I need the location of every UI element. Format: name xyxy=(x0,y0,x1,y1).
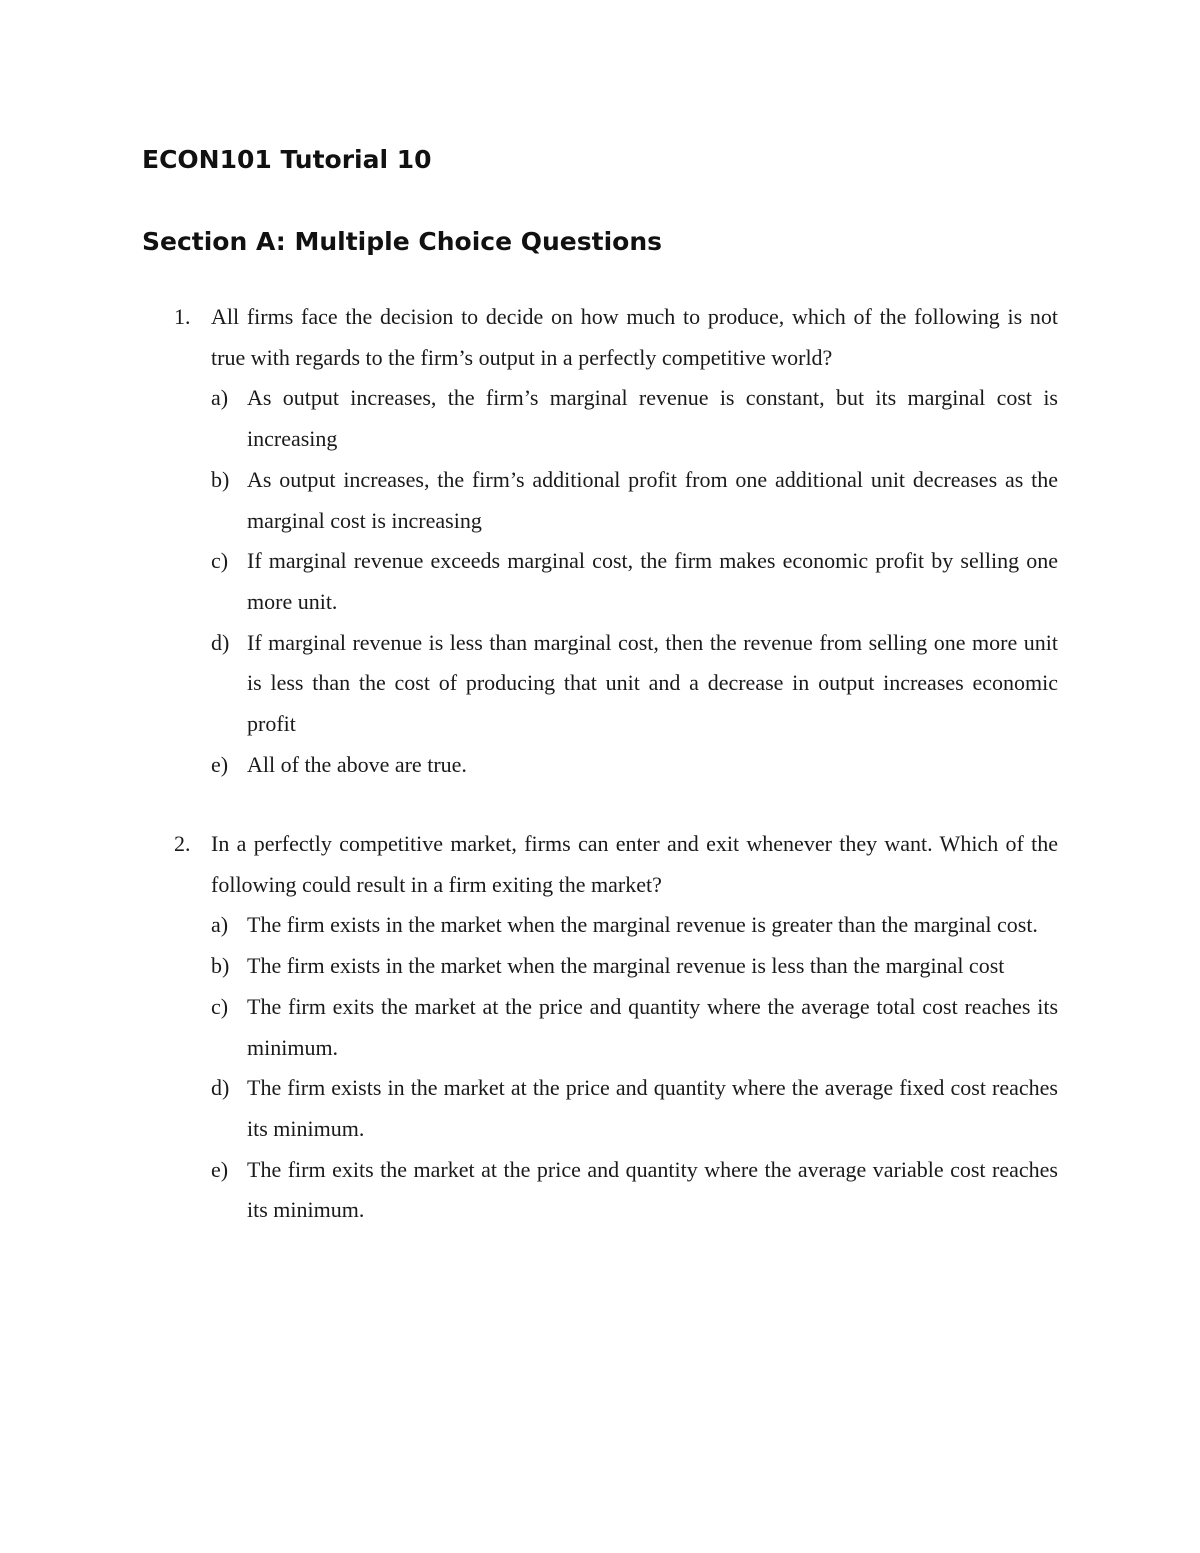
answer-option-d xyxy=(174,1068,1058,1149)
answer-option-b xyxy=(174,946,1058,987)
option-letter: e) xyxy=(211,1156,229,1182)
answer-option-a xyxy=(174,378,1058,459)
option-letter: b) xyxy=(211,953,230,979)
option-letter: d) xyxy=(211,629,230,655)
option-letter: a) xyxy=(211,385,229,411)
option-text: The firm exits the market at the price and quantity where the average variable cost reaches its minimum. xyxy=(247,1156,1058,1223)
answer-option-e xyxy=(174,1150,1058,1231)
option-letter: a) xyxy=(211,912,229,938)
question-stem xyxy=(174,824,1058,905)
option-letter: c) xyxy=(211,993,229,1019)
question-number: 2. xyxy=(174,831,191,856)
option-text: The firm exists in the market when the marginal revenue is greater than the marginal cost. xyxy=(247,912,1038,938)
option-letter: c) xyxy=(211,548,229,574)
option-text: The firm exists in the market at the price and quantity where the average fixed cost reaches its minimum. xyxy=(247,1075,1058,1141)
section-heading: Section A: Multiple Choice Questions xyxy=(142,227,663,256)
answer-option-d xyxy=(174,623,1058,745)
answer-options xyxy=(174,905,1058,1231)
option-letter: e) xyxy=(211,751,229,777)
option-text: The firm exists in the market when the marginal revenue is less than the marginal cost xyxy=(247,953,1005,979)
option-text: If marginal revenue is less than marginal cost, then the revenue from selling one more unit is less than the cost of producing that unit and a decrease in output increases economic profit xyxy=(247,629,1058,737)
option-text: All of the above are true. xyxy=(247,751,467,777)
answer-option-e xyxy=(174,745,1058,786)
option-text: As output increases, the firm’s additional profit from one additional unit decreases as the marginal cost is increasing xyxy=(247,466,1058,533)
answer-option-b xyxy=(174,460,1058,541)
answer-option-c xyxy=(174,987,1058,1068)
question-2 xyxy=(174,824,1058,1231)
answer-options xyxy=(174,378,1058,785)
question-text: All firms face the decision to decide on how much to produce, which of the following is not true with regards to the firm’s output in a perfectly competitive world? xyxy=(211,304,1058,370)
question-stem xyxy=(174,297,1058,378)
option-letter: d) xyxy=(211,1075,230,1101)
option-text: The firm exits the market at the price and quantity where the average total cost reaches its minimum. xyxy=(247,993,1058,1060)
option-text: If marginal revenue exceeds marginal cost, the firm makes economic profit by selling one more unit. xyxy=(247,548,1058,614)
question-number: 1. xyxy=(174,304,191,329)
question-text: In a perfectly competitive market, firms can enter and exit whenever they want. Which of the following could result in a firm exiting the market? xyxy=(211,831,1058,897)
answer-option-c xyxy=(174,541,1058,622)
document-title: ECON101 Tutorial 10 xyxy=(142,145,432,174)
answer-option-a xyxy=(174,905,1058,946)
option-letter: b) xyxy=(211,466,230,492)
question-1 xyxy=(174,297,1058,785)
option-text: As output increases, the firm’s marginal revenue is constant, but its marginal cost is increasing xyxy=(247,385,1058,452)
